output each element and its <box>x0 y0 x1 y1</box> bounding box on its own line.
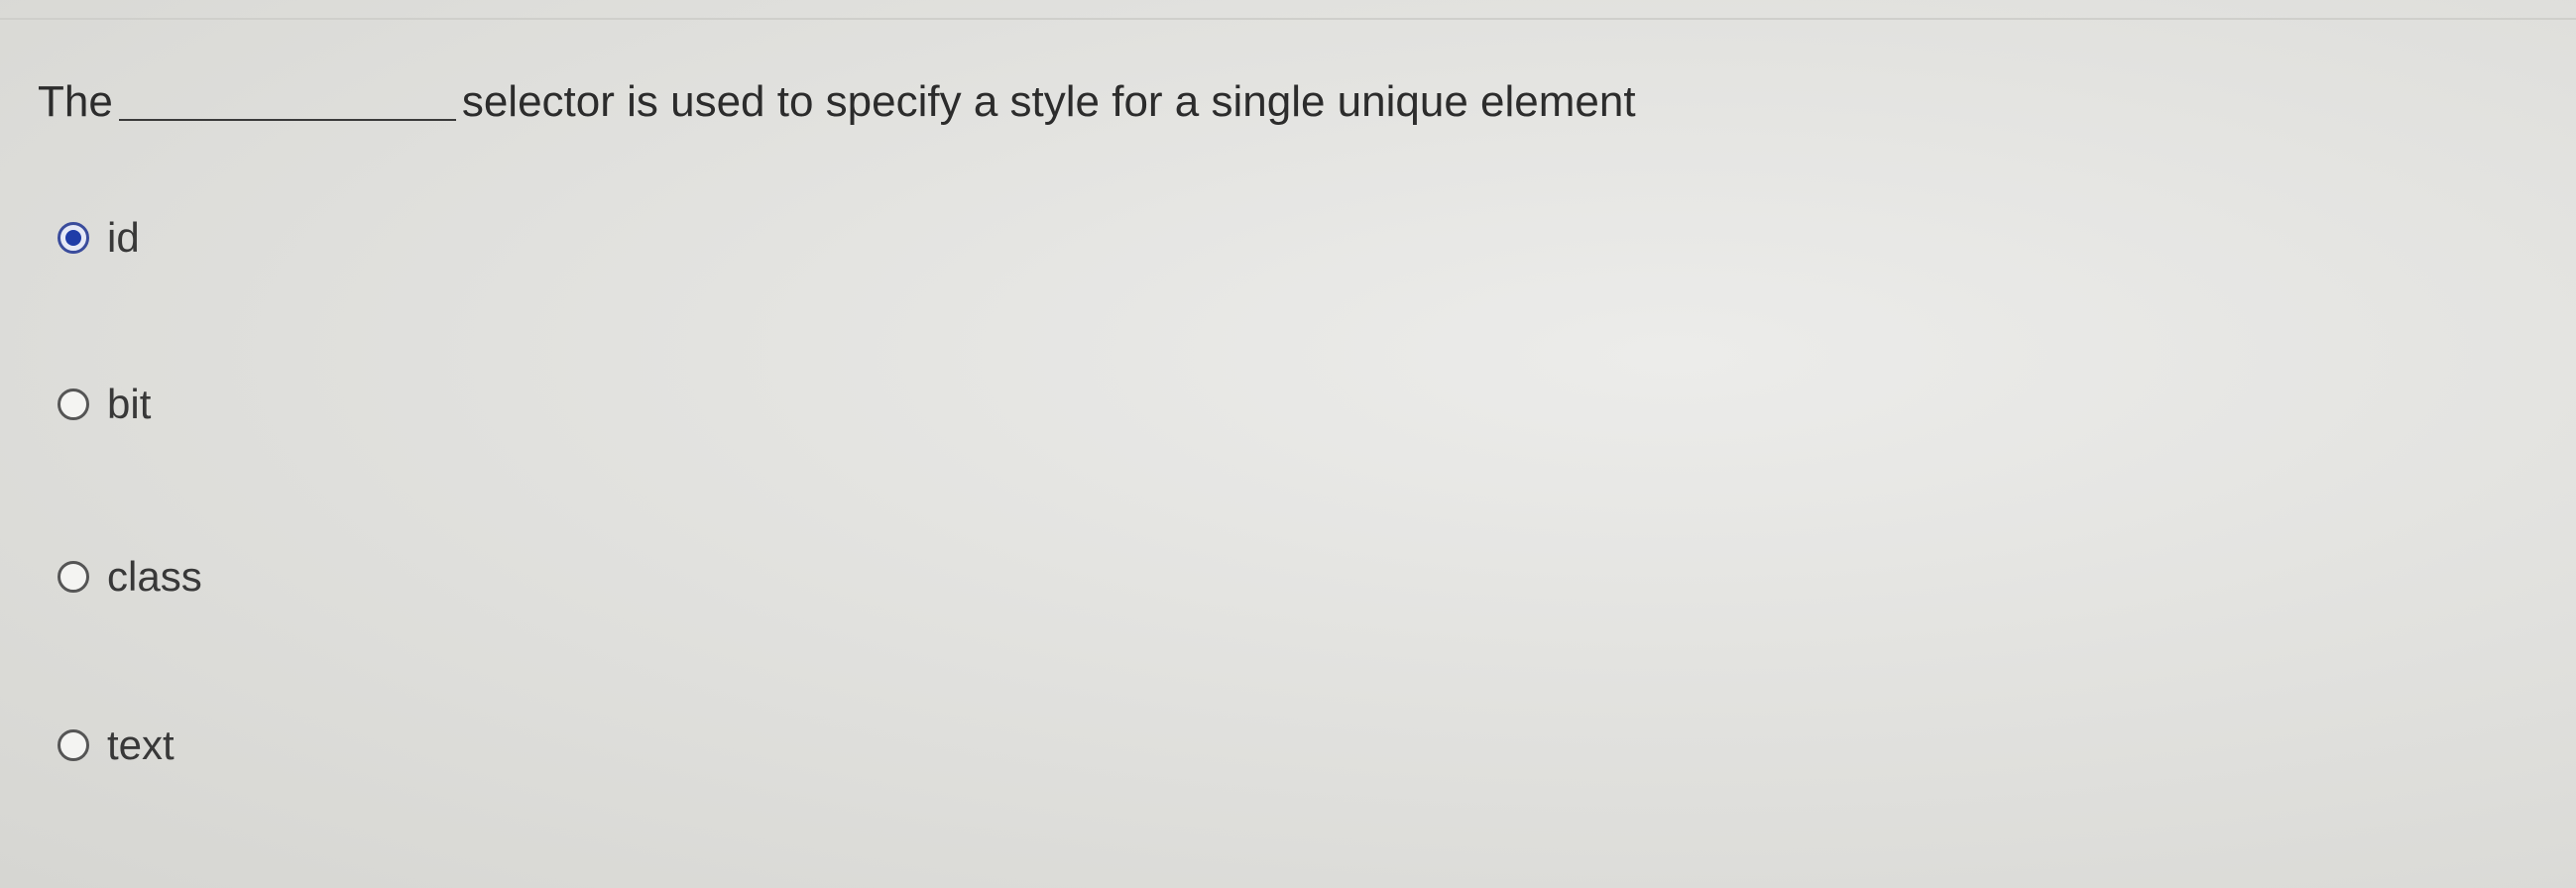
radio-selected-icon[interactable] <box>58 222 89 254</box>
option-class[interactable] <box>58 547 202 607</box>
question-suffix: selector is used to specify a style for a single unique element <box>461 77 1636 126</box>
option-label: bit <box>107 381 152 427</box>
radio-unselected-icon[interactable] <box>58 729 89 761</box>
option-id[interactable] <box>58 208 140 268</box>
option-text[interactable] <box>58 716 175 775</box>
option-bit[interactable] <box>58 375 151 434</box>
question-text <box>38 57 1636 127</box>
option-label: text <box>107 722 175 768</box>
question-prefix: The <box>38 77 113 126</box>
radio-unselected-icon[interactable] <box>58 561 89 593</box>
top-divider <box>0 18 2576 20</box>
option-label: id <box>107 214 140 261</box>
option-label: class <box>107 553 202 600</box>
radio-unselected-icon[interactable] <box>58 388 89 420</box>
question-blank <box>119 119 456 121</box>
